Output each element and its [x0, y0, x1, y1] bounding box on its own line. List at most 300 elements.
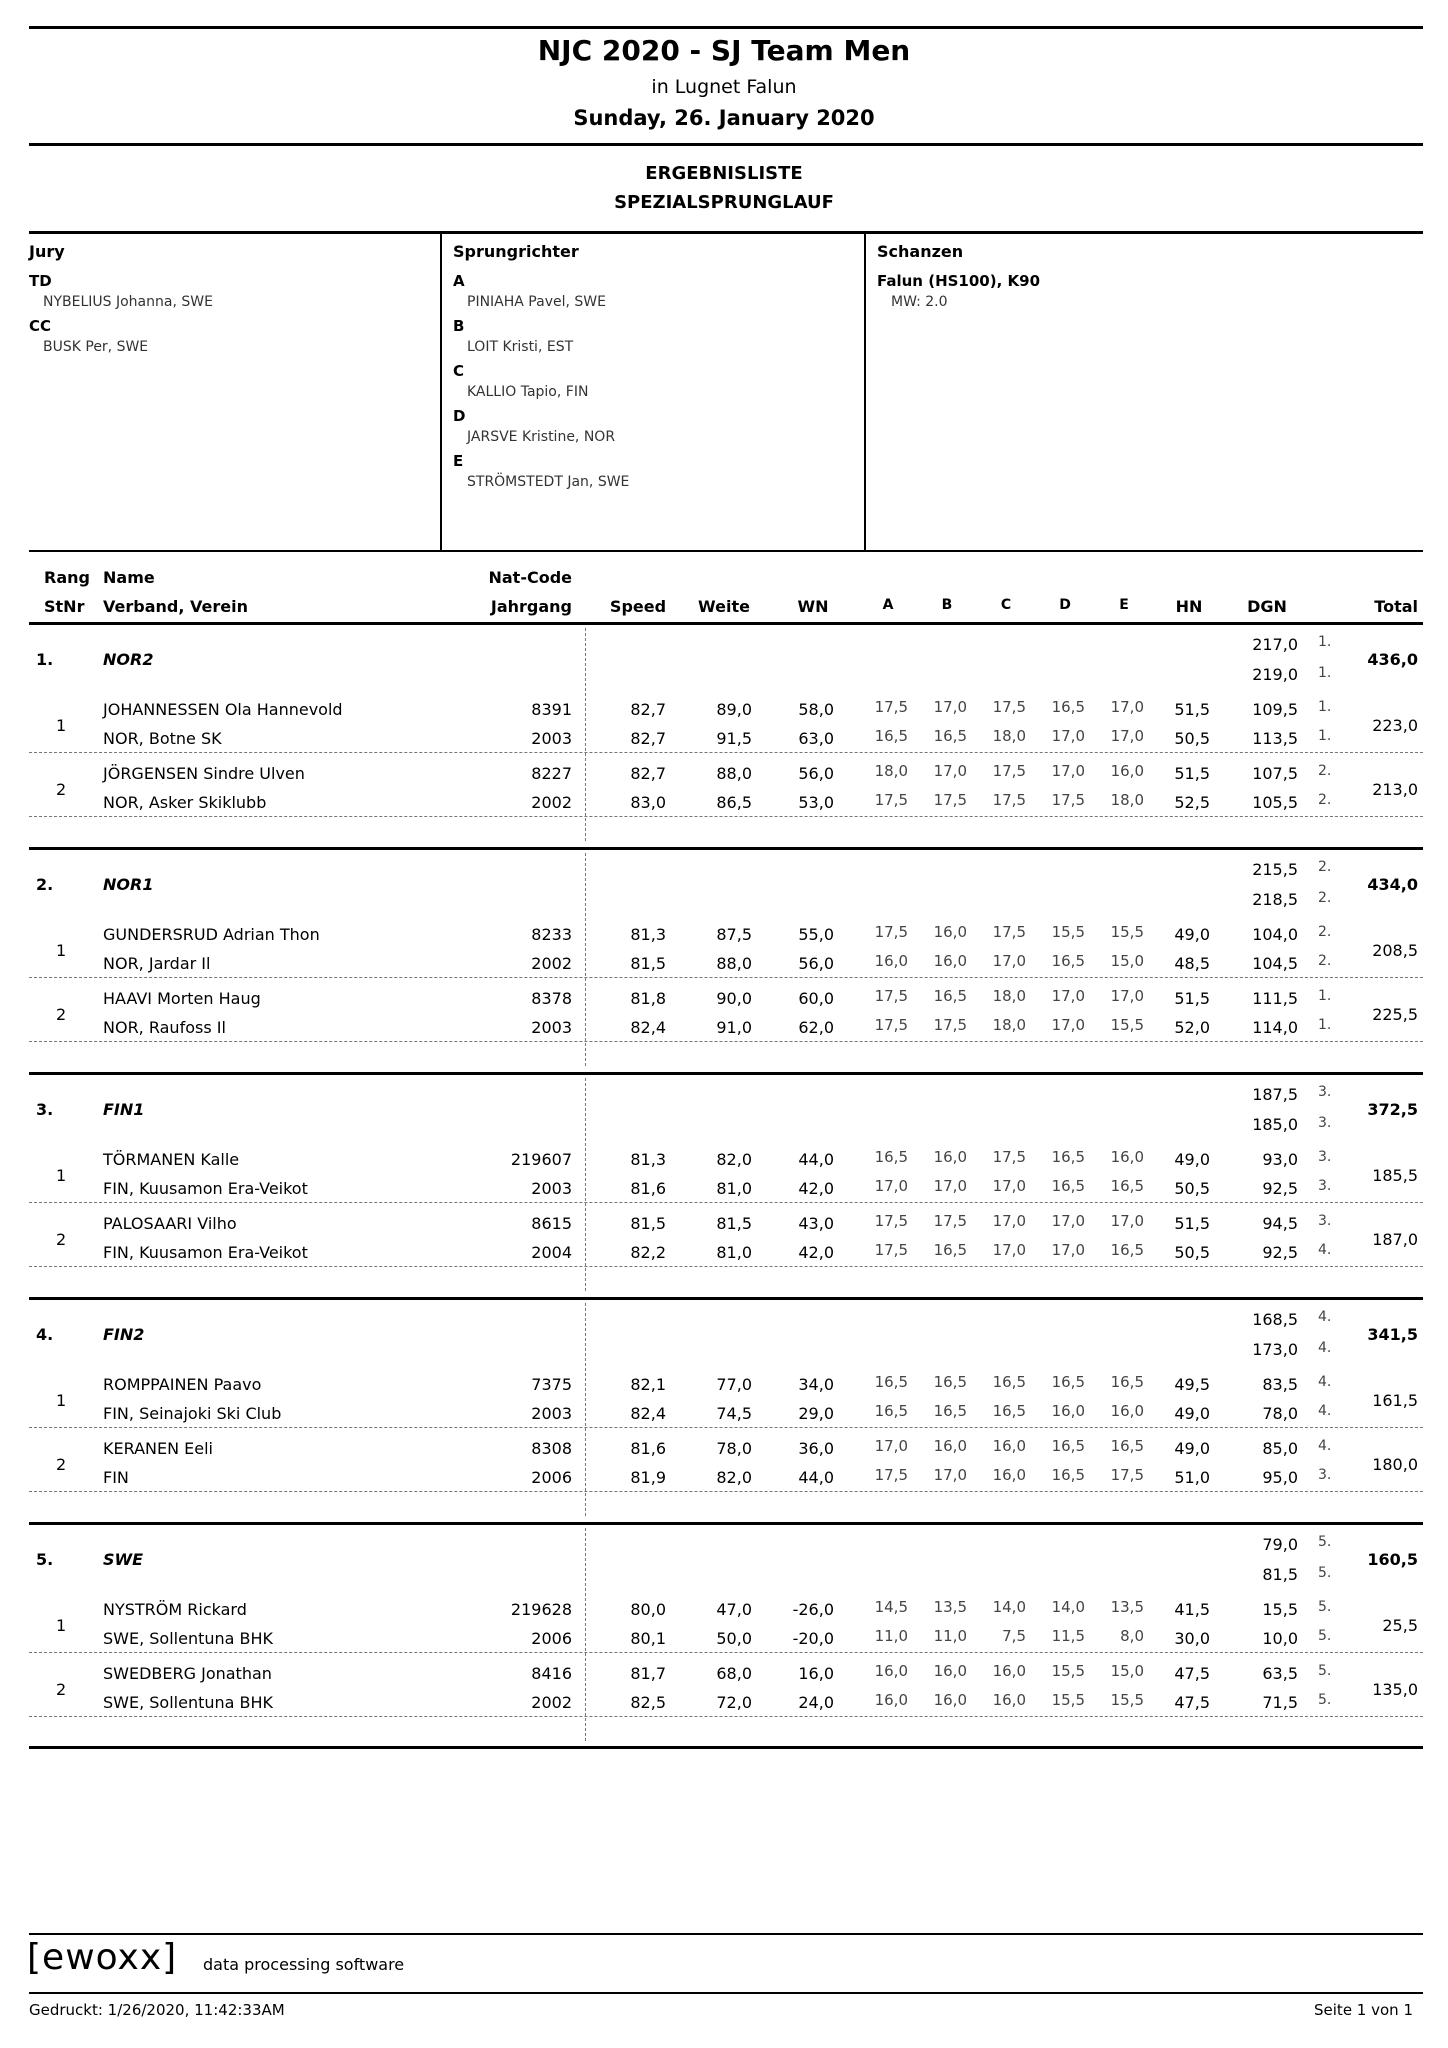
jump-dgn: 107,5	[1252, 764, 1298, 783]
athlete-name: NYSTRÖM Rickard	[103, 1600, 247, 1619]
jump-weite: 81,0	[716, 1243, 752, 1262]
hill-name: Falun (HS100), K90	[877, 272, 1041, 290]
athlete-natcode: 8378	[531, 989, 572, 1008]
team-dgn-rank-1: 4.	[1318, 1309, 1332, 1325]
jump-wn: 56,0	[798, 764, 834, 783]
col-verband: Verband, Verein	[103, 597, 248, 616]
athlete-total: 180,0	[1372, 1455, 1418, 1474]
athlete-club: NOR, Botne SK	[103, 729, 222, 748]
team-name: FIN2	[103, 1325, 145, 1344]
jump-dgn: 111,5	[1252, 989, 1298, 1008]
jump-judge-b: 11,0	[933, 1627, 967, 1645]
jump-rank: 5.	[1318, 1628, 1332, 1644]
page-title: NJC 2020 - SJ Team Men	[537, 34, 911, 67]
judge-name-d: JARSVE Kristine, NOR	[467, 429, 616, 445]
jump-judge-a: 11,0	[874, 1627, 908, 1645]
jump-hn: 47,5	[1174, 1693, 1210, 1712]
jump-wn: 29,0	[798, 1404, 834, 1423]
jump-judge-e: 16,5	[1110, 1241, 1144, 1259]
jump-weite: 88,0	[716, 954, 752, 973]
athlete-year: 2003	[531, 1179, 572, 1198]
athlete-stnr: 1	[56, 941, 67, 960]
jump-wn: 43,0	[798, 1214, 834, 1233]
jump-rank: 2.	[1318, 763, 1332, 779]
team-rank: 2.	[36, 875, 54, 894]
jury-name-cc: BUSK Per, SWE	[43, 339, 149, 355]
athlete-natcode: 8391	[531, 700, 572, 719]
jump-judge-d: 16,0	[1051, 1402, 1085, 1420]
jump-judge-a: 16,0	[874, 1691, 908, 1709]
jump-rank: 2.	[1318, 792, 1332, 808]
jump-speed: 81,5	[630, 1214, 666, 1233]
athlete-stnr: 1	[56, 1166, 67, 1185]
athlete-club: FIN	[103, 1468, 129, 1487]
team-rank: 1.	[36, 650, 54, 669]
athlete-year: 2002	[531, 793, 572, 812]
col-jahrgang: Jahrgang	[490, 597, 572, 616]
judge-name-b: LOIT Kristi, EST	[467, 339, 574, 355]
col-rang: Rang	[44, 568, 90, 587]
jump-rank: 2.	[1318, 924, 1332, 940]
judge-role-c: C	[453, 362, 465, 380]
jump-judge-c: 16,0	[992, 1691, 1026, 1709]
jump-dgn: 104,0	[1252, 925, 1298, 944]
jump-judge-c: 17,0	[992, 952, 1026, 970]
jump-speed: 82,2	[630, 1243, 666, 1262]
jump-judge-d: 17,0	[1051, 727, 1085, 745]
jump-dgn: 15,5	[1262, 1600, 1298, 1619]
jump-dgn: 104,5	[1252, 954, 1298, 973]
jump-judge-b: 17,0	[933, 698, 967, 716]
team-dgn-rank-2: 2.	[1318, 890, 1332, 906]
jump-weite: 50,0	[716, 1629, 752, 1648]
jump-wn: 44,0	[798, 1468, 834, 1487]
jump-judge-a: 16,0	[874, 952, 908, 970]
jump-judge-e: 15,0	[1110, 952, 1144, 970]
athlete-name: SWEDBERG Jonathan	[103, 1664, 272, 1683]
team-total: 372,5	[1367, 1100, 1418, 1119]
jump-wn: 55,0	[798, 925, 834, 944]
officials-bottom-rule	[29, 550, 1423, 552]
team-rank: 3.	[36, 1100, 54, 1119]
jump-rank: 1.	[1318, 699, 1332, 715]
jump-judge-b: 17,0	[933, 762, 967, 780]
jump-rank: 1.	[1318, 1017, 1332, 1033]
jump-judge-d: 16,5	[1051, 1466, 1085, 1484]
jump-judge-c: 18,0	[992, 987, 1026, 1005]
jump-wn: 53,0	[798, 793, 834, 812]
jump-judge-a: 17,0	[874, 1177, 908, 1195]
jump-rank: 3.	[1318, 1178, 1332, 1194]
col-a: A	[882, 597, 894, 613]
jump-weite: 68,0	[716, 1664, 752, 1683]
team-dgn-1: 187,5	[1252, 1085, 1298, 1104]
jump-wn: -26,0	[792, 1600, 834, 1619]
jump-dgn: 92,5	[1262, 1243, 1298, 1262]
footer-bottom-rule	[29, 1992, 1423, 1994]
jump-hn: 51,5	[1174, 764, 1210, 783]
athlete-separator	[29, 816, 1423, 817]
team-dgn-2: 185,0	[1252, 1115, 1298, 1134]
jump-weite: 78,0	[716, 1439, 752, 1458]
hill-mw: MW: 2.0	[891, 294, 948, 310]
team-total: 434,0	[1367, 875, 1418, 894]
jump-judge-a: 16,0	[874, 1662, 908, 1680]
athlete-stnr: 1	[56, 1391, 67, 1410]
athlete-name: ROMPPAINEN Paavo	[103, 1375, 262, 1394]
athlete-name: JÖRGENSEN Sindre Ulven	[103, 764, 305, 783]
jump-dgn: 85,0	[1262, 1439, 1298, 1458]
jump-speed: 80,1	[630, 1629, 666, 1648]
jump-weite: 82,0	[716, 1150, 752, 1169]
jump-hn: 52,0	[1174, 1018, 1210, 1037]
athlete-natcode: 8308	[531, 1439, 572, 1458]
athlete-natcode: 8615	[531, 1214, 572, 1233]
jump-judge-b: 16,0	[933, 1691, 967, 1709]
jump-judge-b: 17,0	[933, 1177, 967, 1195]
jump-judge-b: 16,0	[933, 1437, 967, 1455]
judge-name-e: STRÖMSTEDT Jan, SWE	[467, 474, 630, 490]
jump-speed: 83,0	[630, 793, 666, 812]
jump-judge-d: 14,0	[1051, 1598, 1085, 1616]
team-dgn-rank-1: 3.	[1318, 1084, 1332, 1100]
jump-judge-e: 15,0	[1110, 1662, 1144, 1680]
jump-wn: 63,0	[798, 729, 834, 748]
jump-judge-b: 17,5	[933, 791, 967, 809]
jump-rank: 5.	[1318, 1599, 1332, 1615]
jump-weite: 82,0	[716, 1468, 752, 1487]
athlete-name: KERANEN Eeli	[103, 1439, 213, 1458]
jump-judge-c: 17,5	[992, 1148, 1026, 1166]
jump-judge-a: 17,5	[874, 698, 908, 716]
team-name: FIN1	[103, 1100, 145, 1119]
team-dgn-rank-2: 3.	[1318, 1115, 1332, 1131]
team-dgn-rank-2: 1.	[1318, 665, 1332, 681]
team-rank: 5.	[36, 1550, 54, 1569]
col-d: D	[1059, 597, 1071, 613]
jump-judge-d: 11,5	[1051, 1627, 1085, 1645]
jump-dgn: 105,5	[1252, 793, 1298, 812]
athlete-stnr: 1	[56, 716, 67, 735]
athlete-stnr: 1	[56, 1616, 67, 1635]
jump-wn: 42,0	[798, 1179, 834, 1198]
team-dgn-2: 173,0	[1252, 1340, 1298, 1359]
jump-hn: 30,0	[1174, 1629, 1210, 1648]
athlete-name: JOHANNESSEN Ola Hannevold	[103, 700, 343, 719]
athlete-club: FIN, Kuusamon Era-Veikot	[103, 1179, 308, 1198]
athlete-club: FIN, Seinajoki Ski Club	[103, 1404, 282, 1423]
column-divider	[585, 1528, 586, 1741]
athlete-stnr: 2	[56, 780, 67, 799]
athlete-club: NOR, Asker Skiklubb	[103, 793, 267, 812]
team-dgn-1: 215,5	[1252, 860, 1298, 879]
jump-judge-d: 15,5	[1051, 923, 1085, 941]
athlete-separator	[29, 1716, 1423, 1717]
athlete-name: GUNDERSRUD Adrian Thon	[103, 925, 320, 944]
jump-weite: 91,5	[716, 729, 752, 748]
jump-judge-d: 17,0	[1051, 987, 1085, 1005]
jump-judge-c: 17,5	[992, 923, 1026, 941]
athlete-year: 2002	[531, 1693, 572, 1712]
jump-dgn: 113,5	[1252, 729, 1298, 748]
athlete-year: 2006	[531, 1468, 572, 1487]
jump-wn: 58,0	[798, 700, 834, 719]
team-dgn-1: 168,5	[1252, 1310, 1298, 1329]
jump-hn: 49,5	[1174, 1375, 1210, 1394]
jump-wn: 24,0	[798, 1693, 834, 1712]
athlete-name: HAAVI Morten Haug	[103, 989, 261, 1008]
jump-dgn: 63,5	[1262, 1664, 1298, 1683]
col-e: E	[1119, 597, 1129, 613]
jump-judge-a: 17,5	[874, 1466, 908, 1484]
team-separator-rule	[29, 622, 1423, 625]
col-hn: HN	[1175, 597, 1203, 616]
judge-name-c: KALLIO Tapio, FIN	[467, 384, 589, 400]
team-rank: 4.	[36, 1325, 54, 1344]
jump-weite: 91,0	[716, 1018, 752, 1037]
jump-dgn: 10,0	[1262, 1629, 1298, 1648]
athlete-year: 2002	[531, 954, 572, 973]
team-dgn-2: 81,5	[1262, 1565, 1298, 1584]
athlete-separator	[29, 1491, 1423, 1492]
jump-judge-e: 15,5	[1110, 1691, 1144, 1709]
athlete-separator	[29, 1427, 1423, 1428]
athlete-total: 135,0	[1372, 1680, 1418, 1699]
jump-judge-c: 17,5	[992, 762, 1026, 780]
jump-hn: 51,5	[1174, 700, 1210, 719]
jump-dgn: 94,5	[1262, 1214, 1298, 1233]
jump-judge-b: 16,0	[933, 952, 967, 970]
jump-hn: 48,5	[1174, 954, 1210, 973]
team-total: 160,5	[1367, 1550, 1418, 1569]
jump-judge-d: 17,0	[1051, 762, 1085, 780]
athlete-separator	[29, 977, 1423, 978]
athlete-year: 2003	[531, 1018, 572, 1037]
team-dgn-rank-2: 5.	[1318, 1565, 1332, 1581]
jump-rank: 3.	[1318, 1467, 1332, 1483]
jump-judge-b: 16,0	[933, 923, 967, 941]
jump-hn: 50,5	[1174, 1179, 1210, 1198]
jump-judge-d: 16,5	[1051, 1373, 1085, 1391]
jump-judge-c: 17,0	[992, 1212, 1026, 1230]
athlete-natcode: 219628	[510, 1600, 572, 1619]
jump-hn: 49,0	[1174, 1150, 1210, 1169]
jump-judge-b: 17,5	[933, 1212, 967, 1230]
jump-rank: 1.	[1318, 988, 1332, 1004]
jump-rank: 1.	[1318, 728, 1332, 744]
jump-weite: 74,5	[716, 1404, 752, 1423]
athlete-year: 2004	[531, 1243, 572, 1262]
athlete-natcode: 8416	[531, 1664, 572, 1683]
jump-hn: 49,0	[1174, 1439, 1210, 1458]
jump-speed: 81,3	[630, 1150, 666, 1169]
team-separator-rule	[29, 847, 1423, 850]
jump-speed: 81,5	[630, 954, 666, 973]
jump-hn: 50,5	[1174, 1243, 1210, 1262]
jump-rank: 2.	[1318, 953, 1332, 969]
athlete-natcode: 219607	[510, 1150, 572, 1169]
team-separator-rule	[29, 1072, 1423, 1075]
jump-judge-a: 17,5	[874, 923, 908, 941]
footer-tagline: data processing software	[203, 1955, 405, 1974]
athlete-total: 161,5	[1372, 1391, 1418, 1410]
jump-judge-e: 16,0	[1110, 762, 1144, 780]
top-rule	[29, 26, 1423, 29]
jump-judge-e: 15,5	[1110, 1016, 1144, 1034]
team-dgn-2: 218,5	[1252, 890, 1298, 909]
footer-top-rule	[29, 1933, 1423, 1935]
jump-weite: 81,5	[716, 1214, 752, 1233]
jump-dgn: 95,0	[1262, 1468, 1298, 1487]
team-total: 436,0	[1367, 650, 1418, 669]
jump-judge-a: 16,5	[874, 1402, 908, 1420]
officials-divider-2	[864, 231, 866, 551]
team-dgn-2: 219,0	[1252, 665, 1298, 684]
athlete-separator	[29, 752, 1423, 753]
jump-judge-a: 18,0	[874, 762, 908, 780]
col-b: B	[941, 597, 953, 613]
jump-hn: 51,5	[1174, 989, 1210, 1008]
jury-heading: Jury	[29, 242, 65, 261]
officials-divider-1	[440, 231, 442, 551]
athlete-name: PALOSAARI Vilho	[103, 1214, 237, 1233]
athlete-natcode: 8227	[531, 764, 572, 783]
jump-speed: 82,1	[630, 1375, 666, 1394]
jump-judge-a: 14,5	[874, 1598, 908, 1616]
jump-hn: 52,5	[1174, 793, 1210, 812]
athlete-total: 187,0	[1372, 1230, 1418, 1249]
ewoxx-logo: [ewoxx]	[27, 1937, 178, 1978]
judge-role-e: E	[453, 452, 464, 470]
jump-judge-e: 17,0	[1110, 698, 1144, 716]
col-c: C	[1000, 597, 1012, 613]
jump-judge-c: 7,5	[1002, 1627, 1026, 1645]
jump-judge-d: 16,5	[1051, 1148, 1085, 1166]
jump-wn: 56,0	[798, 954, 834, 973]
jump-weite: 47,0	[716, 1600, 752, 1619]
col-speed: Speed	[609, 597, 667, 616]
athlete-total: 25,5	[1382, 1616, 1418, 1635]
column-divider	[585, 1303, 586, 1516]
jump-speed: 81,7	[630, 1664, 666, 1683]
event-date: Sunday, 26. January 2020	[573, 106, 875, 130]
jump-judge-c: 16,5	[992, 1373, 1026, 1391]
athlete-club: FIN, Kuusamon Era-Veikot	[103, 1243, 308, 1262]
hills-heading: Schanzen	[877, 242, 964, 261]
jump-judge-d: 17,5	[1051, 791, 1085, 809]
column-divider	[585, 1078, 586, 1291]
judge-role-b: B	[453, 317, 465, 335]
jump-dgn: 83,5	[1262, 1375, 1298, 1394]
jump-speed: 81,6	[630, 1179, 666, 1198]
column-divider	[585, 628, 586, 841]
jump-rank: 4.	[1318, 1403, 1332, 1419]
jump-wn: 44,0	[798, 1150, 834, 1169]
jump-judge-a: 17,5	[874, 1016, 908, 1034]
jump-weite: 90,0	[716, 989, 752, 1008]
jump-judge-e: 16,5	[1110, 1177, 1144, 1195]
jump-speed: 82,5	[630, 1693, 666, 1712]
jump-judge-a: 16,5	[874, 1148, 908, 1166]
column-divider	[585, 853, 586, 1066]
jump-judge-c: 18,0	[992, 1016, 1026, 1034]
jump-judge-c: 14,0	[992, 1598, 1026, 1616]
athlete-stnr: 2	[56, 1455, 67, 1474]
jump-judge-d: 16,5	[1051, 952, 1085, 970]
jump-judge-e: 17,0	[1110, 1212, 1144, 1230]
athlete-club: SWE, Sollentuna BHK	[103, 1693, 274, 1712]
athlete-club: NOR, Jardar Il	[103, 954, 211, 973]
col-name: Name	[103, 568, 155, 587]
jump-hn: 47,5	[1174, 1664, 1210, 1683]
jump-wn: 16,0	[798, 1664, 834, 1683]
jump-weite: 87,5	[716, 925, 752, 944]
athlete-separator	[29, 1266, 1423, 1267]
jump-judge-b: 17,0	[933, 1466, 967, 1484]
jump-judge-d: 16,5	[1051, 698, 1085, 716]
officials-top-rule	[29, 231, 1423, 234]
athlete-year: 2006	[531, 1629, 572, 1648]
list-subtitle: SPEZIALSPRUNGLAUF	[614, 192, 834, 213]
jump-weite: 81,0	[716, 1179, 752, 1198]
jump-judge-d: 16,5	[1051, 1437, 1085, 1455]
athlete-name: TÖRMANEN Kalle	[103, 1150, 240, 1169]
jump-judge-a: 17,0	[874, 1437, 908, 1455]
jump-judge-d: 17,0	[1051, 1016, 1085, 1034]
jump-dgn: 78,0	[1262, 1404, 1298, 1423]
jump-rank: 3.	[1318, 1213, 1332, 1229]
jump-judge-b: 16,5	[933, 1241, 967, 1259]
athlete-stnr: 2	[56, 1005, 67, 1024]
jury-name-td: NYBELIUS Johanna, SWE	[43, 294, 213, 310]
jump-judge-a: 16,5	[874, 727, 908, 745]
team-total: 341,5	[1367, 1325, 1418, 1344]
team-separator-rule	[29, 1522, 1423, 1525]
jump-speed: 82,4	[630, 1404, 666, 1423]
jump-judge-d: 15,5	[1051, 1662, 1085, 1680]
athlete-total: 185,5	[1372, 1166, 1418, 1185]
athlete-stnr: 2	[56, 1680, 67, 1699]
jump-judge-e: 8,0	[1120, 1627, 1144, 1645]
jump-weite: 89,0	[716, 700, 752, 719]
jump-judge-d: 17,0	[1051, 1212, 1085, 1230]
results-bottom-rule	[29, 1746, 1423, 1749]
athlete-stnr: 2	[56, 1230, 67, 1249]
col-wn: WN	[797, 597, 829, 616]
jump-rank: 4.	[1318, 1438, 1332, 1454]
jump-judge-a: 17,5	[874, 791, 908, 809]
jump-hn: 41,5	[1174, 1600, 1210, 1619]
jump-hn: 49,0	[1174, 925, 1210, 944]
jump-judge-c: 16,0	[992, 1662, 1026, 1680]
jump-judge-e: 13,5	[1110, 1598, 1144, 1616]
jump-judge-e: 17,0	[1110, 987, 1144, 1005]
jump-judge-b: 17,5	[933, 1016, 967, 1034]
jump-speed: 81,8	[630, 989, 666, 1008]
jump-speed: 81,3	[630, 925, 666, 944]
jump-weite: 88,0	[716, 764, 752, 783]
athlete-separator	[29, 1041, 1423, 1042]
jury-role-cc: CC	[29, 317, 52, 335]
jump-judge-b: 16,0	[933, 1148, 967, 1166]
team-dgn-1: 217,0	[1252, 635, 1298, 654]
jump-weite: 77,0	[716, 1375, 752, 1394]
team-dgn-rank-1: 5.	[1318, 1534, 1332, 1550]
jump-speed: 82,7	[630, 729, 666, 748]
header-rule	[29, 143, 1423, 146]
col-natcode: Nat-Code	[488, 568, 572, 587]
athlete-year: 2003	[531, 729, 572, 748]
